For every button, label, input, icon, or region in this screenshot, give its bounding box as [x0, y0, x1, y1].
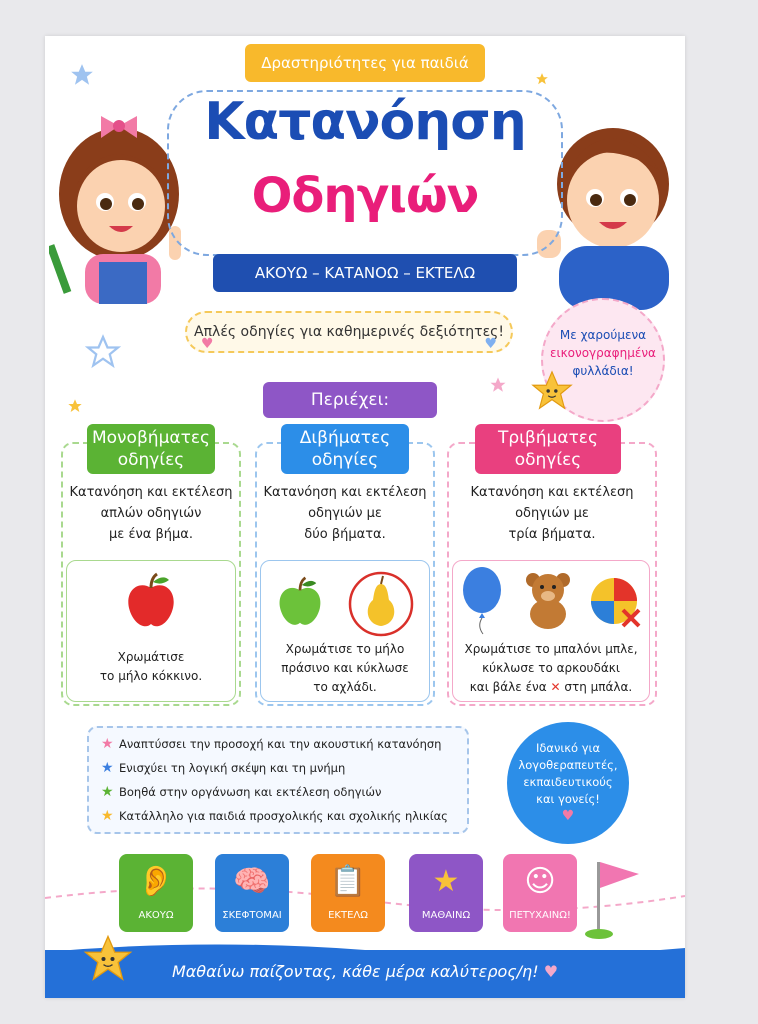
green-apple-icon — [273, 576, 327, 630]
star-decoration-icon — [489, 376, 507, 394]
heart-icon: ♥ — [543, 962, 559, 981]
green-star-icon: ★ — [101, 784, 114, 800]
smiley-icon: ☺ — [524, 864, 556, 899]
heart-icon: ♥ — [201, 336, 214, 352]
card-one-step-label — [87, 424, 215, 474]
benefit-text: Ενισχύει τη λογική σκέψη και τη μνήμη — [119, 761, 346, 775]
ball-with-x-icon — [589, 576, 643, 630]
tile-label: ΣΚΕΦΤΟΜΑΙ — [222, 910, 282, 921]
benefit-text: Κατάλληλο για παιδιά προσχολικής και σχολικής ηλικίας — [119, 809, 448, 823]
instruction-line-3: το αχλάδι. — [313, 680, 377, 694]
card-desc-line-2: οδηγιών με — [515, 506, 589, 521]
tile-label: ΠΕΤΥΧΑΙΝΩ! — [509, 910, 571, 921]
star-decoration-icon — [67, 398, 83, 414]
pink-star-icon: ★ — [101, 736, 114, 752]
card-desc-line-1: Κατανόηση και εκτέλεση — [263, 485, 427, 500]
instruction-line-2: πράσινο και κύκλωσε — [281, 661, 409, 675]
tile-label: ΑΚΟΥΩ — [138, 910, 174, 921]
card-two-step-instruction — [260, 640, 430, 697]
title-line-1: Κατανόηση — [204, 92, 526, 152]
ideal-line-2: λογοθεραπευτές, — [518, 758, 618, 772]
intro-text: Απλές οδηγίες για καθημερινές δεξιότητες! — [194, 324, 504, 340]
ideal-line-4: και γονείς! — [536, 792, 600, 806]
card-desc-line-3: τρία βήματα. — [508, 527, 596, 542]
card-desc-line-2: απλών οδηγιών — [100, 506, 202, 521]
tile-learn — [409, 854, 483, 932]
card-label-line-1: Μονοβήματες — [91, 428, 210, 448]
subtitle-banner: ΑΚΟΥΩ – ΚΑΤΑΝΟΩ – ΕΚΤΕΛΩ — [213, 254, 517, 292]
brain-icon: 🧠 — [233, 864, 271, 899]
blue-star-icon: ★ — [101, 760, 114, 776]
yellow-star-icon: ★ — [101, 808, 114, 824]
tile-succeed — [503, 854, 577, 932]
tile-execute — [311, 854, 385, 932]
card-label-line-2: οδηγίες — [514, 450, 582, 470]
card-three-step-instruction — [452, 640, 650, 697]
card-label-line-2: οδηγίες — [311, 450, 379, 470]
card-two-step-label — [281, 424, 409, 474]
blue-balloon-icon — [459, 566, 505, 636]
footer-slogan — [45, 962, 685, 981]
contains-heading: Περιέχει: — [263, 382, 437, 418]
star-decoration-icon — [85, 334, 121, 370]
benefit-item — [101, 784, 381, 800]
ideal-line-1: Ιδανικό για — [535, 741, 601, 755]
card-desc-line-1: Κατανόηση και εκτέλεση — [69, 485, 233, 500]
instruction-line-1: Χρωμάτισε — [117, 650, 185, 664]
heart-icon: ♥ — [561, 808, 575, 824]
footer-text: Μαθαίνω παίζοντας, κάθε μέρα καλύτερος/η! — [171, 962, 539, 981]
red-x-icon: ✕ — [550, 680, 561, 694]
card-three-step-label — [475, 424, 621, 474]
benefit-item — [101, 760, 345, 776]
heart-icon: ♥ — [484, 336, 497, 352]
teddy-bear-icon — [521, 570, 575, 630]
card-one-step-instruction — [66, 648, 236, 686]
instruction-line-1: Χρωμάτισε το μπαλόνι μπλε, — [464, 642, 638, 656]
badge-line-1: Με χαρούμενα — [559, 328, 647, 342]
card-desc-line-3: δύο βήματα. — [304, 527, 386, 542]
instruction-line-2: το μήλο κόκκινο. — [99, 669, 203, 683]
benefit-text: Αναπτύσσει την προσοχή και την ακουστική κατανόηση — [119, 737, 442, 751]
instruction-line-1: Χρωμάτισε το μήλο — [285, 642, 405, 656]
card-one-step-description — [61, 482, 241, 545]
tile-label: ΜΑΘΑΙΝΩ — [421, 910, 471, 921]
card-desc-line-3: με ένα βήμα. — [109, 527, 193, 542]
checklist-icon: 📋 — [329, 864, 367, 899]
intro-pill — [185, 311, 513, 353]
poster — [45, 36, 685, 998]
star-decoration-icon — [535, 72, 549, 86]
tile-think — [215, 854, 289, 932]
star-icon: ★ — [432, 864, 460, 899]
card-label-line-1: Διβήματες — [299, 428, 391, 448]
card-label-line-1: Τριβήματες — [498, 428, 598, 448]
ideal-line-3: εκπαιδευτικούς — [523, 775, 613, 789]
card-desc-line-2: οδηγιών με — [308, 506, 382, 521]
circled-pear-icon — [347, 570, 415, 638]
red-apple-icon — [121, 572, 181, 632]
instruction-line-3a: και βάλε ένα — [469, 680, 547, 694]
instruction-line-2: κύκλωσε το αρκουδάκι — [482, 661, 620, 675]
flag-icon — [585, 856, 645, 940]
instruction-line-3b: στη μπάλα. — [564, 680, 633, 694]
ideal-for-badge — [507, 722, 629, 844]
activities-tag: Δραστηριότητες για παιδιά — [245, 44, 485, 82]
ear-icon: 👂 — [137, 864, 175, 899]
instruction-line-3 — [452, 678, 650, 697]
card-two-step-description — [255, 482, 435, 545]
card-three-step-description — [447, 482, 657, 545]
badge-line-3: φυλλάδια! — [572, 364, 634, 378]
benefit-item — [101, 808, 448, 824]
card-label-line-2: οδηγίες — [117, 450, 185, 470]
tile-listen — [119, 854, 193, 932]
tile-label: ΕΚΤΕΛΩ — [328, 910, 368, 921]
title-line-2: Οδηγιών — [251, 168, 479, 224]
benefit-text: Βοηθά στην οργάνωση και εκτέλεση οδηγιών — [119, 785, 382, 799]
star-decoration-icon — [69, 62, 95, 88]
smiling-star-icon — [529, 368, 575, 414]
benefit-item — [101, 736, 441, 752]
card-desc-line-1: Κατανόηση και εκτέλεση — [470, 485, 634, 500]
badge-line-2: εικονογραφημένα — [550, 346, 656, 360]
